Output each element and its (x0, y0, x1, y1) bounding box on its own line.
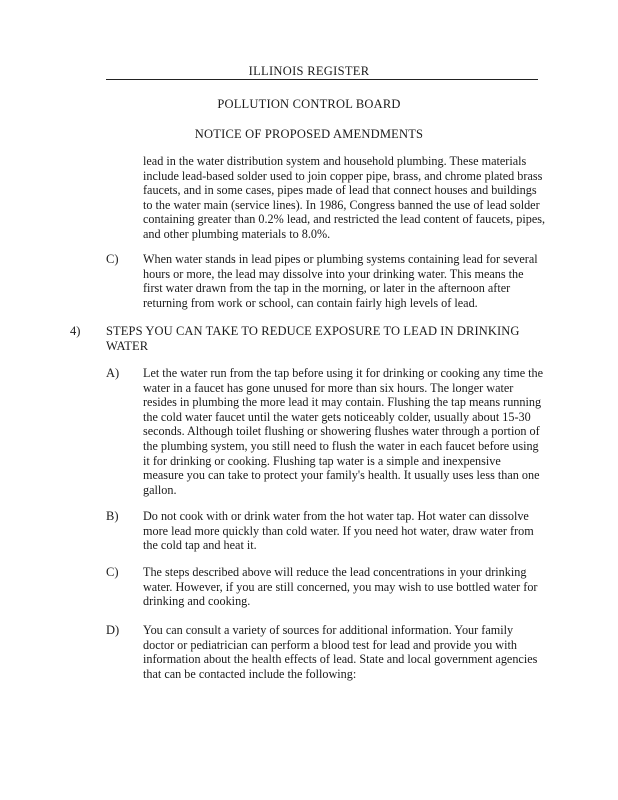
text-line: include lead-based solder used to join copper pipe, brass, and chrome plated brass (143, 168, 543, 183)
text-line: measure you can take to protect your family's health. It usually uses less than one (143, 468, 540, 483)
text-line: When water stands in lead pipes or plumbing systems containing lead for several (143, 252, 538, 266)
text-line: lead in the water distribution system and household plumbing. These materials (143, 154, 527, 168)
text-line: Do not cook with or drink water from the hot water tap. Hot water can dissolve (143, 509, 529, 523)
item-d-paragraph (143, 623, 537, 681)
heading-line: STEPS YOU CAN TAKE TO REDUCE EXPOSURE TO LEAD IN DRINKING (106, 324, 520, 338)
text-line: You can consult a variety of sources for additional information. Your family (143, 623, 514, 637)
item-c-top-label: C) (106, 252, 119, 266)
item-a-paragraph (143, 366, 543, 497)
text-line: faucets, and in some cases, pipes made of lead that connect houses and buildings (143, 183, 537, 198)
header-rule (106, 79, 538, 80)
text-line: returning from work or school, can contain fairly high levels of lead. (143, 295, 478, 310)
text-line: hours or more, the lead may dissolve into your drinking water. This means the (143, 266, 524, 281)
text-line: containing greater than 0.2% lead, and restricted the lead content of faucets, pipes, (143, 212, 546, 227)
text-line: The steps described above will reduce the lead concentrations in your drinking (143, 565, 527, 579)
notice-title: NOTICE OF PROPOSED AMENDMENTS (194, 127, 424, 141)
text-line: gallon. (143, 482, 177, 497)
text-line: the plumbing system, you still need to flush the water in each faucet before using (143, 438, 539, 453)
heading-line: WATER (106, 339, 149, 353)
item-c-paragraph (143, 565, 537, 609)
section-4-heading (106, 324, 520, 354)
item-d-label: D) (106, 623, 120, 637)
board-title: POLLUTION CONTROL BOARD (217, 97, 401, 111)
register-title-text: ILLINOIS REGISTER (243, 64, 376, 78)
text-line: first water drawn from the tap in the morning, or later in the afternoon after (143, 281, 511, 296)
text-line: to the water main (service lines). In 1986, Congress banned the use of lead solder (143, 197, 540, 212)
text-line: that can be contacted include the following: (143, 666, 357, 681)
text-line: it for drinking or cooking. Flushing tap water is a simple and inexpensive (143, 453, 501, 468)
text-line: water in a faucet has gone unused for more than six hours. The longer water (143, 380, 514, 395)
text-line: drinking and cooking. (143, 594, 251, 609)
item-b-label: B) (106, 509, 119, 523)
item-c-top-paragraph (143, 252, 538, 310)
item-b-paragraph (143, 509, 534, 553)
text-line: more lead more quickly than cold water. If you need hot water, draw water from (143, 523, 534, 538)
text-line: information about the health effects of lead. State and local government agencies (143, 652, 538, 667)
item-a-label: A) (106, 366, 120, 380)
continuation-paragraph (143, 154, 545, 242)
text-line: seconds. Although toilet flushing or showering flushes water through a portion of (143, 424, 540, 439)
text-line: the cold tap and heat it. (143, 538, 257, 553)
section-4-number: 4) (70, 324, 81, 338)
text-line: resides in plumbing the more lead it may contain. Flushing the tap means running (143, 395, 542, 410)
text-line: Let the water run from the tap before using it for drinking or cooking any time the (143, 366, 544, 380)
text-line: doctor or pediatrician can perform a blood test for lead and provide you with (143, 637, 517, 652)
text-line: the cold water faucet until the water gets noticeably colder, usually about 15-30 (143, 409, 531, 424)
text-line: and other plumbing materials to 8.0%. (143, 226, 331, 241)
item-c-label: C) (106, 565, 119, 579)
text-line: water. However, if you are still concerned, you may wish to use bottled water for (143, 579, 538, 594)
register-title (0, 64, 618, 79)
